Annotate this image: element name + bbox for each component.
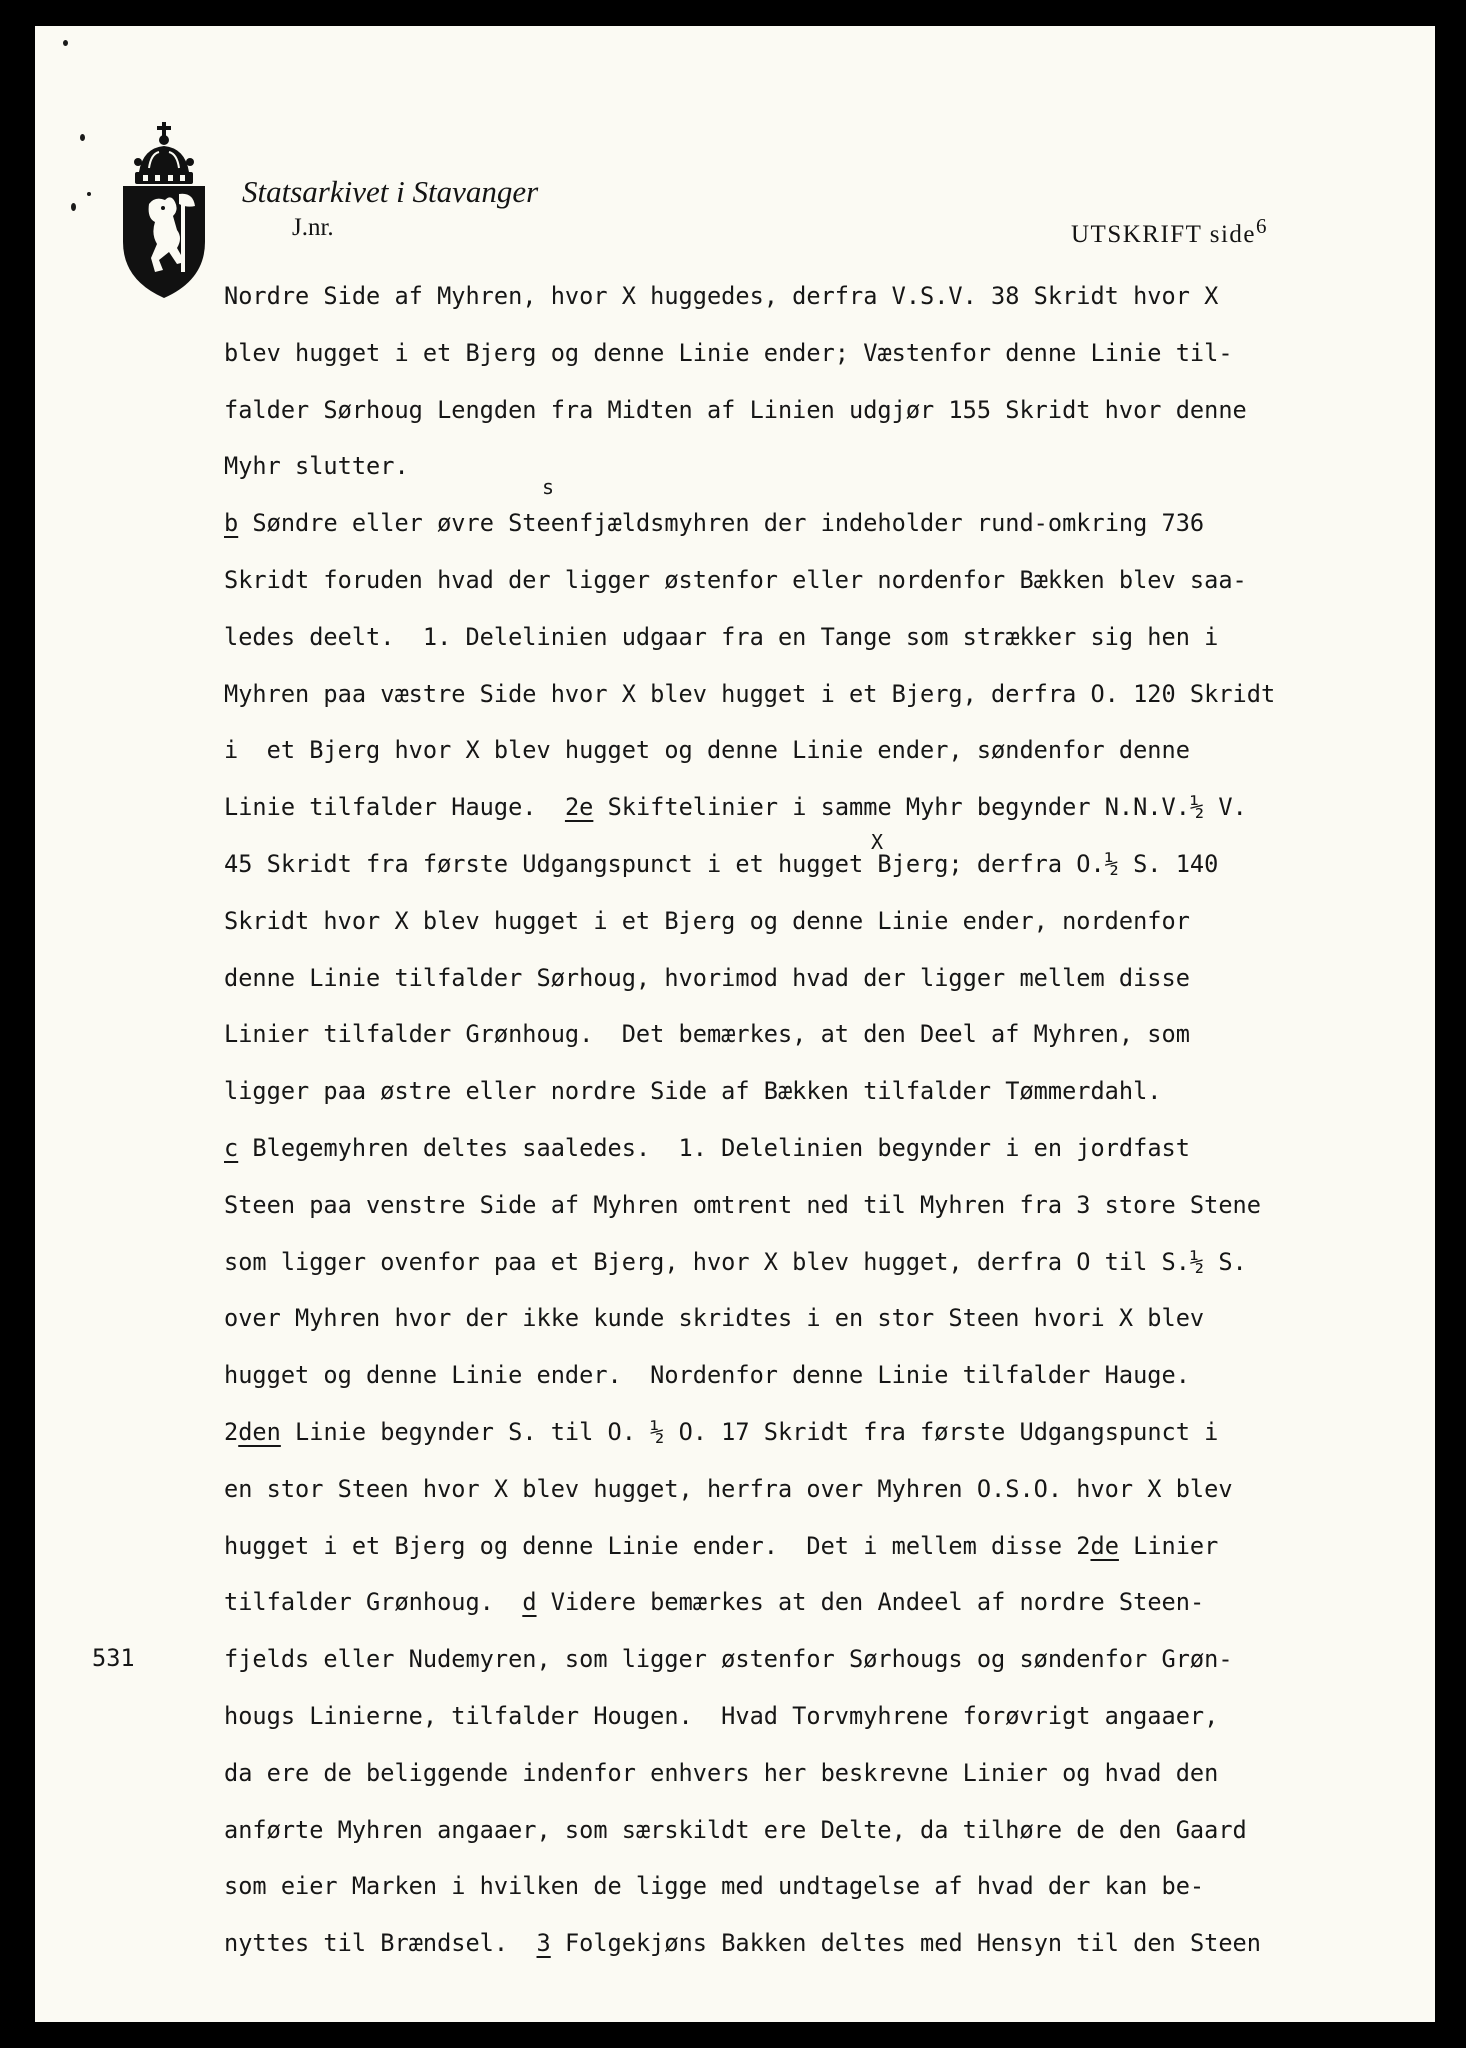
text-segment: hugget i et Bjerg og denne Linie ender. Det i mellem disse 2 bbox=[224, 1531, 1091, 1560]
text-line: ligger paa østre eller nordre Side af Bækken tilfalder Tømmerdahl. bbox=[224, 1077, 1162, 1106]
ordinal-de: de bbox=[1090, 1531, 1119, 1560]
section-letter-c: c bbox=[224, 1133, 239, 1162]
text-line: Myhr slutter. bbox=[224, 452, 409, 481]
text-line: fjelds eller Nudemyren, som ligger østenfor Sørhougs og søndenfor Grøn- bbox=[224, 1645, 1233, 1674]
text-line: Steen paa venstre Side af Myhren omtrent ned til Myhren fra 3 store Stene bbox=[224, 1190, 1261, 1219]
margin-number: 531 bbox=[92, 1644, 135, 1672]
text-segment: Søndre eller øvre Steenfjældsmyhren der indeholder rund-omkring 736 bbox=[238, 509, 1205, 538]
text-line: over Myhren hvor der ikke kunde skridtes i en stor Steen hvori X blev bbox=[224, 1304, 1205, 1333]
text-segment: Linier bbox=[1118, 1531, 1219, 1560]
text-line bbox=[224, 1923, 1275, 1980]
text-line: 45 Skridt fra første Udgangspunct i et hugget Bjerg; derfra O.½ S. 140 bbox=[224, 849, 1219, 878]
margin-mark bbox=[80, 134, 85, 141]
page-number: 6 bbox=[1256, 214, 1267, 238]
text-segment: Linie tilfalder Hauge. bbox=[224, 793, 537, 822]
text-line: en stor Steen hvor X blev hugget, herfra over Myhren O.S.O. hvor X blev bbox=[224, 1474, 1233, 1503]
text-segment: 2 bbox=[224, 1417, 239, 1446]
text-segment: Linie begynder S. til O. ½ O. 17 Skridt fra første Udgangspunct i bbox=[280, 1417, 1219, 1446]
norwegian-coat-of-arms-icon bbox=[119, 122, 209, 300]
text-line: som eier Marken i hvilken de ligge med undtagelse af hvad der kan be- bbox=[224, 1872, 1205, 1901]
text-segment: tilfalder Grønhoug. bbox=[224, 1588, 523, 1617]
section-letter-d: d bbox=[522, 1588, 537, 1617]
utskrift-label: UTSKRIFT side bbox=[1071, 221, 1257, 248]
margin-mark bbox=[71, 203, 76, 211]
insertion-x-mark: X bbox=[871, 830, 884, 854]
text-line: Skridt hvor X blev hugget i et Bjerg og denne Linie ender, nordenfor bbox=[224, 906, 1190, 935]
section-number-3: 3 bbox=[536, 1929, 551, 1958]
text-line: hugget og denne Linie ender. Nordenfor denne Linie tilfalder Hauge. bbox=[224, 1361, 1190, 1390]
transcription-body bbox=[224, 276, 1275, 1980]
text-segment: Skiftelinier i samme Myhr begynder N.N.V.½ V. bbox=[593, 793, 1247, 822]
text-line: Skridt foruden hvad der ligger østenfor eller nordenfor Bækken blev saa- bbox=[224, 565, 1247, 594]
text-line: blev hugget i et Bjerg og denne Linie ender; Væstenfor denne Linie til- bbox=[224, 338, 1233, 367]
text-line: som ligger ovenfor paa et Bjerg, hvor X blev hugget, derfra O til S.½ S. bbox=[224, 1247, 1247, 1276]
text-segment: Videre bemærkes at den Andeel af nordre Steen- bbox=[536, 1588, 1205, 1617]
ordinal-2e: 2e bbox=[564, 793, 594, 822]
section-letter-b: b bbox=[224, 509, 239, 538]
text-segment: Blegemyhren deltes saaledes. 1. Delelinien begynder i en jordfast bbox=[238, 1133, 1190, 1162]
text-line: i et Bjerg hvor X blev hugget og denne Linie ender, søndenfor denne bbox=[224, 736, 1190, 765]
text-line bbox=[224, 1128, 1275, 1185]
text-line bbox=[224, 1526, 1275, 1583]
text-line bbox=[224, 1412, 1275, 1469]
margin-mark bbox=[63, 40, 68, 46]
text-line: falder Sørhoug Lengden fra Midten af Linien udgjør 155 Skridt hvor denne bbox=[224, 395, 1247, 424]
margin-mark bbox=[87, 192, 91, 196]
text-line bbox=[224, 787, 1275, 844]
text-line: Myhren paa væstre Side hvor X blev hugget i et Bjerg, derfra O. 120 Skridt bbox=[224, 679, 1276, 708]
text-line bbox=[224, 1582, 1275, 1639]
page-header-label bbox=[1071, 214, 1267, 249]
text-line: Nordre Side af Myhren, hvor X huggedes, derfra V.S.V. 38 Skridt hvor X bbox=[224, 282, 1219, 310]
text-line: ledes deelt. 1. Delelinien udgaar fra en Tange som strækker sig hen i bbox=[224, 622, 1219, 651]
archive-name: Statsarkivet i Stavanger bbox=[242, 174, 539, 209]
ordinal-den: den bbox=[238, 1417, 281, 1446]
document-page bbox=[35, 26, 1435, 2022]
text-line: hougs Linierne, tilfalder Hougen. Hvad Torvmyhrene forøvrigt angaaer, bbox=[224, 1701, 1219, 1730]
text-line: Linier tilfalder Grønhoug. Det bemærkes, at den Deel af Myhren, som bbox=[224, 1020, 1190, 1049]
insertion-s-mark: s bbox=[542, 475, 555, 499]
text-line bbox=[224, 503, 1275, 560]
text-segment: Folgekjøns Bakken deltes med Hensyn til den Steen bbox=[550, 1929, 1261, 1958]
text-line: anførte Myhren angaaer, som særskildt ere Delte, da tilhøre de den Gaard bbox=[224, 1815, 1247, 1844]
journal-number-label: J.nr. bbox=[292, 214, 334, 241]
text-line: denne Linie tilfalder Sørhoug, hvorimod hvad der ligger mellem disse bbox=[224, 963, 1190, 992]
text-line: da ere de beliggende indenfor enhvers her beskrevne Linier og hvad den bbox=[224, 1758, 1219, 1787]
text-segment: nyttes til Brændsel. bbox=[224, 1929, 537, 1958]
